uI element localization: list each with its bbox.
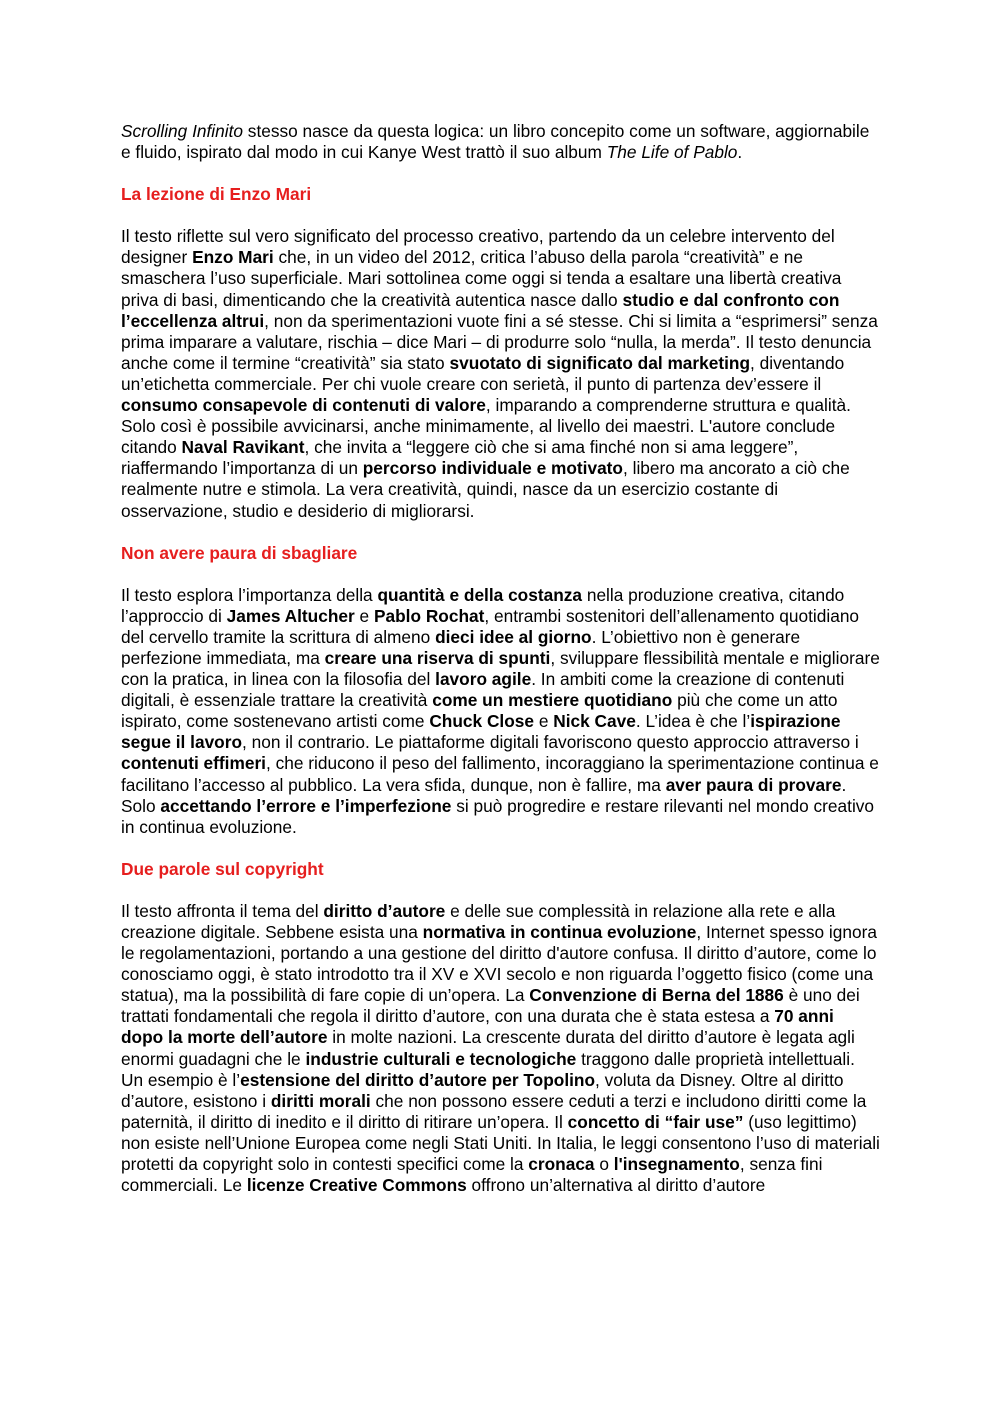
- bold-run: industrie culturali e tecnologiche: [305, 1048, 577, 1069]
- text-run: (uso legittimo) non esiste nell’Unione Europea come negli Stati Uniti. In Italia, le leggi consentono l’uso di materiali protetti da copyright solo in contesti specifici come la: [121, 1111, 880, 1175]
- text-run: , senza fini commerciali. Le: [121, 1154, 823, 1196]
- bold-run: concetto di “fair use”: [567, 1111, 744, 1132]
- bold-run: Pablo Rochat: [373, 605, 485, 626]
- album-title: The Life of Pablo: [606, 142, 738, 163]
- paragraph-enzo-mari: [121, 226, 880, 521]
- text-run: , che invita a “leggere ciò che si ama finché non si ama leggere”, riaffermando l’importanza di un: [121, 437, 799, 479]
- text-run: che non possono essere ceduti a terzi e includono diritti come la paternità, il diritto di inedito e il diritto di ritirare un’opera. Il: [121, 1090, 867, 1132]
- text-run: . L’obiettivo non è generare perfezione immediata, ma: [121, 626, 801, 668]
- bold-run: contenuti effimeri: [121, 753, 266, 774]
- bold-run: Nick Cave: [553, 711, 636, 732]
- bold-run: svuotato di significato dal marketing: [449, 352, 751, 373]
- paragraph-gap: [121, 163, 880, 184]
- text-run: , non il contrario. Le piattaforme digitali favoriscono questo approccio attraverso i: [242, 732, 859, 753]
- text-run: offrono un’alternativa al diritto d’autore: [466, 1175, 766, 1196]
- bold-run: normativa in continua evoluzione: [422, 922, 697, 942]
- bold-run: ispirazione segue il lavoro: [121, 711, 841, 753]
- paragraph-gap: [121, 522, 880, 543]
- text-run: più che come un atto ispirato, come sostenevano artisti come: [121, 690, 838, 732]
- paragraph-copyright: [121, 901, 880, 1196]
- bold-run: quantità e della costanza: [377, 584, 583, 605]
- bold-run: come un mestiere quotidiano: [432, 690, 673, 711]
- bold-run: diritti morali: [270, 1090, 371, 1111]
- bold-run: l'insegnamento: [613, 1154, 740, 1175]
- text-run: , non da sperimentazioni vuote fini a sé stesse. Chi si limita a “esprimersi” senza prima imparare a valutare, rischia – dice Mari – di produrre solo “nulla, la merda”. Il testo denuncia anche come il termine “creatività” sia stato: [121, 310, 878, 373]
- bold-run: Convenzione di Berna del 1886: [529, 985, 784, 1006]
- bold-run: creare una riserva di spunti: [324, 647, 551, 668]
- text-run: che, in un video del 2012, critica l’abuso della parola “creatività” e ne smaschera l’uso superficiale. Mari sottolinea come oggi si tenda a esaltare una libertà creativa priva di basi, dimenticando che la creatività autentica nasce dallo: [121, 247, 842, 310]
- bold-run: James Altucher: [226, 605, 355, 626]
- paragraph-gap: [121, 880, 880, 901]
- text-run: Il testo riflette sul vero significato del processo creativo, partendo da un celebre intervento del designer: [121, 226, 835, 268]
- text-run: , sviluppare flessibilità mentale e migliorare con la pratica, in linea con la filosofia del: [121, 647, 880, 690]
- text-run: , libero ma ancorato a ciò che realmente nutre e stimola. La vera creatività, quindi, nasce da un esercizio costante di osservazione, studio e desiderio di migliorarsi.: [121, 458, 850, 521]
- section-heading-copyright: Due parole sul copyright: [121, 858, 324, 879]
- text-run: , entrambi sostenitori dell’allenamento quotidiano del cervello tramite la scrittura di almeno: [121, 605, 860, 647]
- section-heading-enzo-mari: La lezione di Enzo Mari: [121, 184, 312, 205]
- intro-paragraph: [121, 121, 880, 163]
- paragraph-gap: [121, 564, 880, 585]
- bold-run: dieci idee al giorno: [435, 626, 592, 647]
- text-run: traggono dalle proprietà intellettuali. Un esempio è l’: [121, 1048, 855, 1090]
- section-heading-sbagliare: Non avere paura di sbagliare: [121, 542, 358, 563]
- bold-run: aver paura di provare: [665, 774, 842, 795]
- text-run: Il testo affronta il tema del: [121, 900, 324, 921]
- text-run: o: [594, 1154, 614, 1175]
- paragraph-sbagliare: [121, 585, 880, 838]
- bold-run: 70 anni dopo la morte dell’autore: [121, 1006, 834, 1048]
- text-run: , voluta da Disney. Oltre al diritto d’autore, esistono i: [121, 1069, 844, 1111]
- bold-run: studio e dal confronto con l’eccellenza altrui: [121, 289, 840, 331]
- text-run: , diventando un’etichetta commerciale. Per chi vuole creare con serietà, il punto di partenza dev’essere il: [121, 352, 845, 394]
- text-run: è uno dei trattati fondamentali che regola il diritto d’autore, con una durata che è stata estesa a: [121, 985, 860, 1027]
- text-run: Il testo esplora l’importanza della: [121, 584, 378, 605]
- bold-run: Naval Ravikant: [181, 437, 305, 458]
- bold-run: licenze Creative Commons: [246, 1175, 467, 1196]
- paragraph-gap: [121, 205, 880, 226]
- bold-run: accettando l’errore e l’imperfezione: [160, 795, 452, 816]
- text-run: , Internet spesso ignora le regolamentazioni, portando a una gestione del diritto d'autore confusa. Il diritto d’autore, come lo conosciamo oggi, è stato introdotto tra il XV e XVI secolo e non riguarda l’oggetto fisico (come una statua), ma la possibilità di fare copie di un’opera. La: [121, 922, 877, 1006]
- text-run: stesso nasce da questa logica: un libro concepito come un software, aggiornabile e fluido, ispirato dal modo in cui Kanye West trattò il suo album: [121, 121, 870, 163]
- paragraph-gap: [121, 838, 880, 859]
- text-run: e: [354, 605, 374, 626]
- text-run: . In ambiti come la creazione di contenuti digitali, è essenziale trattare la creatività: [121, 669, 845, 711]
- bold-run: Chuck Close: [429, 711, 535, 732]
- text-run: si può progredire e restare rilevanti nel mondo creativo in continua evoluzione.: [121, 795, 875, 837]
- text-run: , imparando a comprenderne struttura e qualità. Solo così è possibile avvicinarsi, anche minimamente, al livello dei maestri. L'autore conclude citando: [121, 395, 851, 458]
- text-run: , che riducono il peso del fallimento, incoraggiano la sperimentazione continua e facilitano l’accesso al pubblico. La vera sfida, dunque, non è fallire, ma: [121, 753, 879, 795]
- bold-run: cronaca: [528, 1154, 595, 1175]
- book-title: Scrolling Infinito: [121, 121, 243, 141]
- bold-run: estensione del diritto d’autore per Topolino: [240, 1069, 596, 1090]
- text-run: . Solo: [121, 774, 847, 816]
- text-run: .: [737, 142, 743, 163]
- bold-run: diritto d’autore: [323, 900, 446, 921]
- bold-run: consumo consapevole di contenuti di valore: [121, 395, 486, 416]
- bold-run: percorso individuale e motivato: [362, 458, 623, 479]
- text-run: e delle sue complessità in relazione alla rete e alla creazione digitale. Sebbene esista una: [121, 900, 836, 942]
- text-run: . L’idea è che l’: [635, 711, 751, 732]
- text-run: in molte nazioni. La crescente durata del diritto d’autore è legata agli enormi guadagni che le: [121, 1027, 855, 1069]
- bold-run: lavoro agile: [435, 669, 532, 690]
- text-run: e: [534, 711, 554, 732]
- text-run: nella produzione creativa, citando l’approccio di: [121, 584, 845, 626]
- bold-run: Enzo Mari: [192, 247, 274, 268]
